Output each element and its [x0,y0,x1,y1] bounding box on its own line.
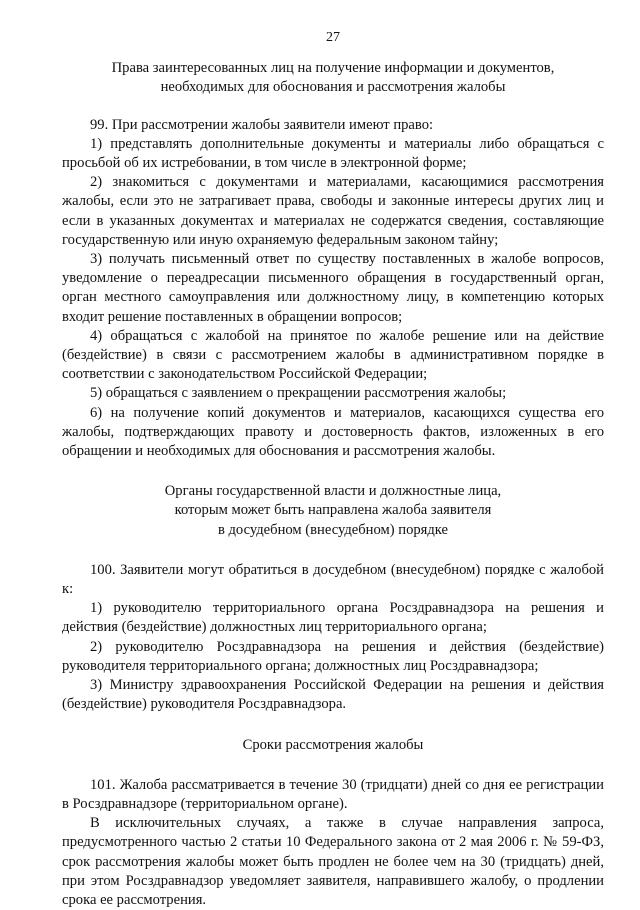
paragraph-100: 100. Заявители могут обратиться в досудебном (внесудебном) порядке с жалобой к: [62,561,604,598]
list-item: 1) представлять дополнительные документы и материалы либо обращаться с просьбой об их истребовании, в том числе в электронной форме; [62,135,604,172]
heading-line: Права заинтересованных лиц на получение информации и документов, [111,60,555,77]
list-item: 2) знакомиться с документами и материалами, касающимися рассмотрения жалобы, если это не затрагивает права, свободы и законные интересы других лиц и если в указанных документах и материалах не содержатся сведения, составляющие государственную или иную охраняемую федеральным законом тайну; [62,174,604,248]
list-item: 5) обращаться с заявлением о прекращении рассмотрения жалобы; [90,385,507,402]
heading-line: необходимых для обоснования и рассмотрения жалобы [160,79,506,96]
paragraph-99: 99. При рассмотрении жалобы заявители имеют право: [90,116,434,133]
list-item: 2) руководителю Росздравнадзора на решения и действия (бездействие) руководителя территориального органа; должностных лиц Росздравнадзора; [62,638,604,674]
section-heading-terms [62,736,604,755]
heading-line: которым может быть направлена жалоба заявителя [174,502,492,519]
section-heading-authorities [62,482,604,540]
heading-line: в досудебном (внесудебном) порядке [217,521,449,538]
document-page [62,28,604,910]
page-number: 27 [326,30,340,45]
list-item: 3) получать письменный ответ по существу поставленных в жалобе вопросов, уведомление о переадресации письменного обращения в государственный орган, орган местного самоуправления или должностному лицу, в компетенцию которых входит решение поставленных в обращении вопросов; [62,251,604,325]
section-heading-rights [62,59,604,97]
list-item: 1) руководителю территориального органа Росздравнадзора на решения и действия (бездействие) должностных лиц территориального органа; [62,600,604,636]
heading-line: Органы государственной власти и должностные лица, [164,483,502,500]
paragraph-101: 101. Жалоба рассматривается в течение 30 (тридцати) дней со дня ее регистрации в Росздравнадзоре (территориальном органе). [62,776,604,812]
list-item: 4) обращаться с жалобой на принятое по жалобе решение или на действие (бездействие) в связи с рассмотрением жалобы в административном порядке в соответствии с законодательством Российской Федерации; [62,327,604,383]
list-item: 3) Министру здравоохранения Российской Федерации на решения и действия (бездействие) руководителя Росздравнадзора. [62,677,604,713]
list-item: 6) на получение копий документов и материалов, касающихся существа его жалобы, подтверждающих правоту и достоверность фактов, изложенных в его обращении и необходимых для обоснования и рассмотрения жалобы. [62,404,604,460]
heading-line: Сроки рассмотрения жалобы [242,736,424,753]
paragraph: В исключительных случаях, а также в случае направления запроса, предусмотренного частью 2 статьи 10 Федерального закона от 2 мая 2006 г. № 59-ФЗ, срок рассмотрения жалобы может быть продлен не более чем на 30 (тридцать) дней, при этом Росздравнадзор уведомляет заявителя, направившего жалобу, о продлении срока ее рассмотрения. [62,815,604,908]
